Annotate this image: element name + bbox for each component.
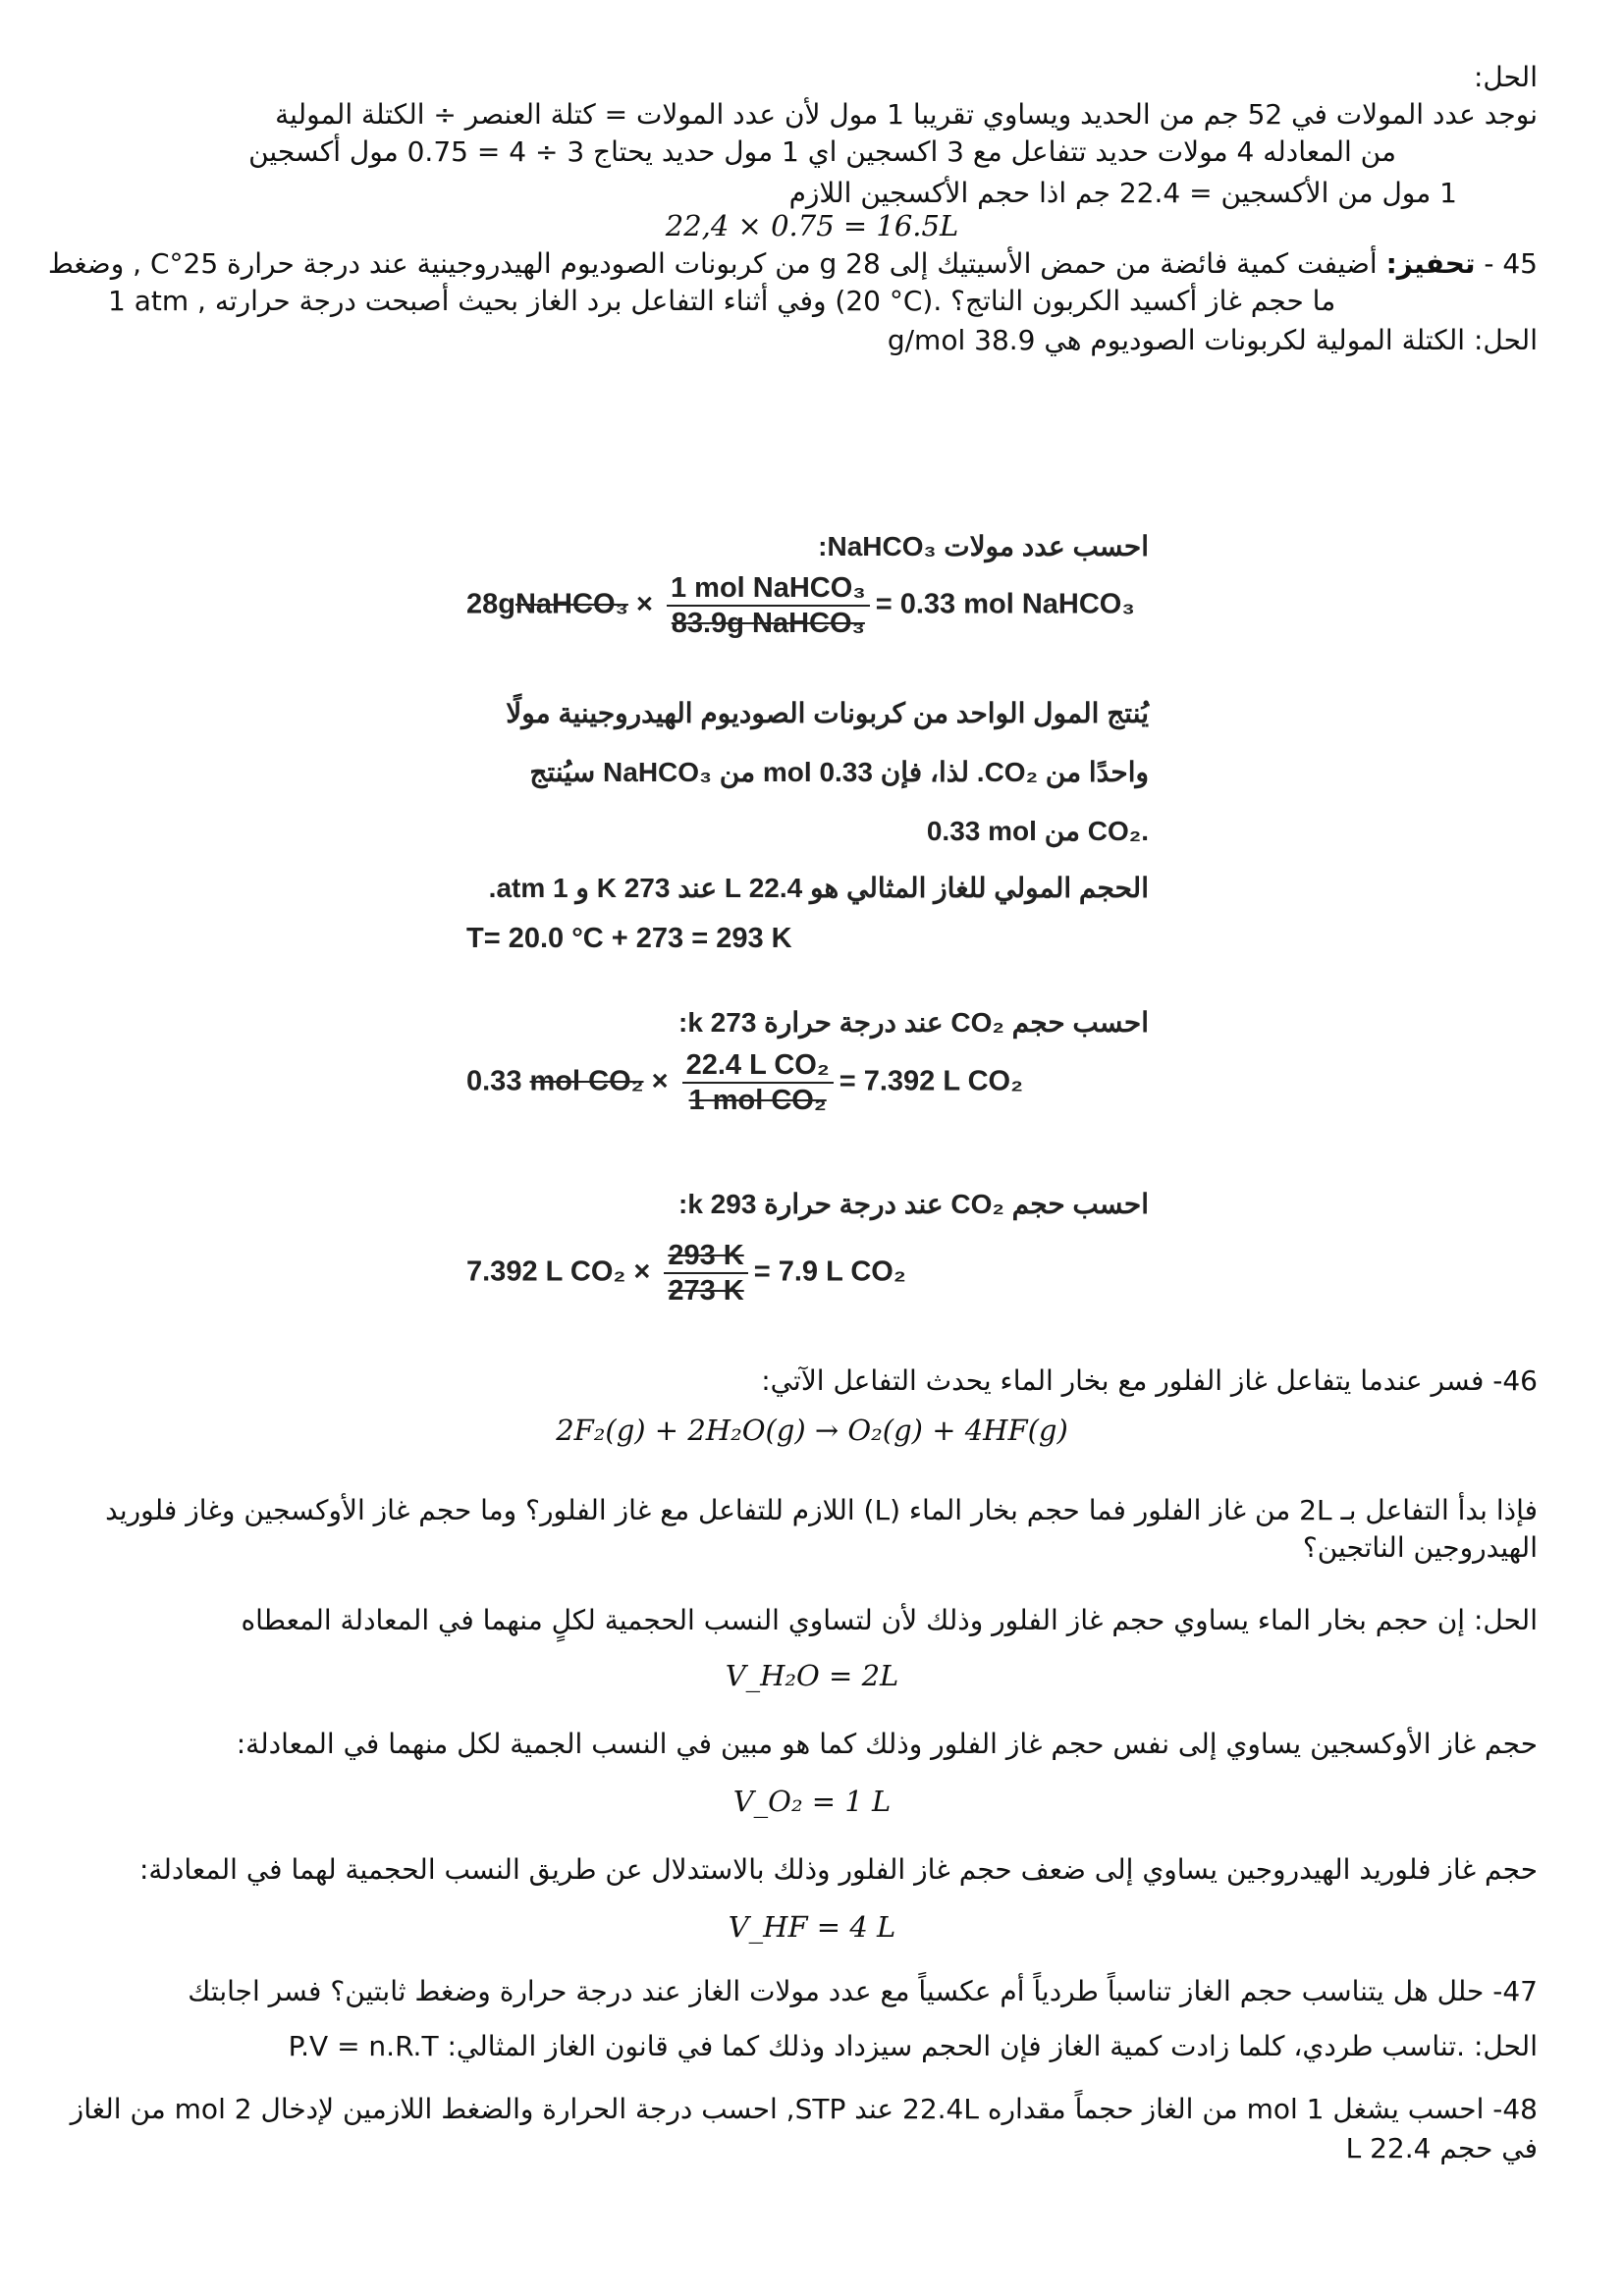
text-molar-volume: الحجم المولي للغاز المثالي هو 22.4 L عند 273 K و 1 atm. [488,873,1149,903]
question-45-solution: الحل: الكتلة المولية لكربونات الصوديوم هي 38.9 g/mol [887,324,1538,356]
text-oxygen-volume: 1 مول من الأكسجين = 22.4 جم اذا حجم الأكسجين اللازم [788,177,1457,209]
calc-293-equation [466,1239,906,1308]
question-47-solution: الحل: .تناسب طردي، كلما زادت كمية الغاز فإن الحجم سيزداد وذلك كما في قانون الغاز المثالي: P.V = n.R.T [288,2030,1538,2062]
equation-vh2o: V_H₂O = 2L [725,1659,899,1692]
text-equation-ratio: من المعادله 4 مولات حديد تتفاعل مع 3 اكسجين اي 1 مول حديد يحتاج 3 ÷ 4 = 0.75 مول أكسجين [248,135,1396,168]
question-45-line-1 [47,245,1538,283]
mol-co2-value: 0.33 [466,1065,522,1097]
calc-273-equation: 0.33 mol CO₂ × $\frac{\text{22.4 L CO₂}}{\text{1 mol CO₂}}$ = 7.392 L CO₂ [466,1049,1023,1116]
calc-moles-equation: 28gNaHCO₃ × $\frac{\text{1 mol NaHCO₃}}{\text{83.9g NaHCO₃}}$ = 0.33 mol NaHCO₃ [466,572,1135,639]
question-46-oxygen: حجم غاز الأوكسجين يساوي إلى نفس حجم غاز الفلور وذلك كما هو مبين في النسب الجمية لكل منهما في المعادلة: [236,1728,1538,1760]
fraction-1 [667,571,870,640]
fraction-2 [682,1048,834,1117]
question-46-solution: الحل: إن حجم بخار الماء يساوي حجم غاز الفلور وذلك لأن لتساوي النسب الحجمية لكلٍ منهما في المعادلة المعطاه [241,1604,1538,1636]
question-label: تحفيز: [1385,247,1476,280]
solution-label: الحل: [1473,61,1538,93]
temperature-conversion: T= 20.0 °C + 273 = 293 K [466,923,792,954]
result-2: = 7.392 L CO₂ [839,1065,1023,1097]
mass-value: 28g [466,588,515,620]
fraction-2-denominator: 1 mol CO₂ [688,1085,827,1116]
question-45-line-2: 1 atm , وفي أثناء التفاعل برد الغاز بحيث أصبحت درجة حرارته (20 °C). ما حجم غاز أكسيد الكربون الناتج؟ [108,285,1336,317]
question-number: 45 - [1475,247,1538,280]
equation-vo2: V_O₂ = 1 L [732,1785,892,1818]
question-47-text: 47- حلل هل يتناسب حجم الغاز تناسباً طردياً أم عكسياً مع عدد مولات الغاز عند درجة حرارة وضغط ثابتين؟ فسر اجابتك [188,1975,1538,2007]
fraction-1-denominator: 83.9g NaHCO₃ [671,608,865,639]
question-46-line-2: الهيدروجين الناتجين؟ [1302,1531,1538,1564]
question-46-hf: حجم غاز فلوريد الهيدروجين يساوي إلى ضعف حجم غاز الفلور وذلك بالاستدلال عن طريق النسب الحجمية لهما في المعادلة: [138,1853,1538,1886]
question-46-line-1: فإذا بدأ التفاعل بـ 2L من غاز الفلور فما حجم بخار الماء (L) اللازم للتفاعل مع غاز الفلور؟ وما حجم غاز الأوكسجين وغاز فلوريد [105,1494,1538,1526]
fraction-1-numerator: 1 mol NaHCO₃ [667,571,870,607]
text-produce-1: يُنتج المول الواحد من كربونات الصوديوم الهيدروجينية مولًا [506,698,1149,728]
solution-image-box [447,510,1203,1355]
fraction-2-numerator: 22.4 L CO₂ [682,1048,834,1084]
text-moles-iron: نوجد عدد المولات في 52 جم من الحديد ويساوي تقريبا 1 مول لأن عدد المولات = كتلة العنصر ÷ الكتلة المولية [275,98,1538,131]
fraction-3-denominator: 273 K [668,1275,744,1307]
calc-293-title: احسب حجم CO₂ عند درجة حرارة 293 k: [677,1189,1149,1219]
result-1: = 0.33 mol NaHCO₃ [875,588,1135,620]
text-produce-3: 0.33 mol من CO₂. [926,816,1149,846]
volume-start: 7.392 L CO₂ × [466,1255,651,1288]
mol-co2-unit-cancelled: mol CO₂ [529,1065,644,1097]
equation-oxygen: 22,4 × 0.75 = 16.5L [665,209,959,242]
text-produce-2: واحدًا من CO₂. لذا، فإن 0.33 mol من NaHCO₃ سيُنتج [529,757,1149,787]
result-3: = 7.9 L CO₂ [753,1255,906,1288]
calc-273-title: احسب حجم CO₂ عند درجة حرارة 273 k: [677,1007,1149,1038]
fraction-3-numerator: 293 K [664,1239,747,1274]
question-48-line-1: 48- احسب يشغل 1 mol من الغاز حجماً مقداره 22.4L عند STP, احسب درجة الحرارة والضغط اللازمين لإدخال 2 mol من الغاز [70,2093,1538,2125]
fraction-3 [664,1239,747,1308]
question-48-line-2: في حجم 22.4 L [1345,2132,1538,2164]
mass-unit-cancelled: NaHCO₃ [514,588,628,620]
calc-moles-title: احسب عدد مولات NaHCO₃: [818,531,1149,561]
question-46-text: 46- فسر عندما يتفاعل غاز الفلور مع بخار الماء يحدث التفاعل الآتي: [761,1364,1538,1397]
question-text: أضيفت كمية فائضة من حمض الأسيتيك إلى 28 g من كربونات الصوديوم الهيدروجينية عند درجة حرارة 25°C , وضغط [47,247,1378,280]
equation-46: 2F₂(g) + 2H₂O(g) → O₂(g) + 4HF(g) [556,1414,1068,1447]
equation-vhf: V_HF = 4 L [728,1910,896,1944]
